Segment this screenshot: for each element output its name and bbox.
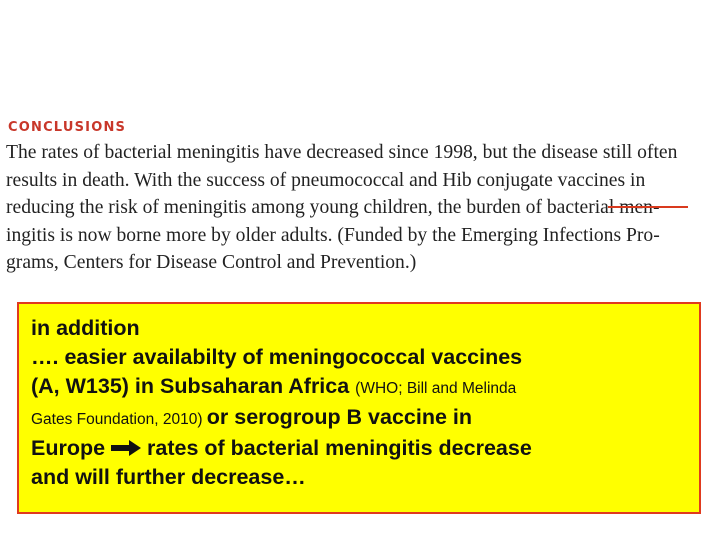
vaccines-underline [608, 206, 688, 208]
callout-line-4-main: or serogroup B vaccine in [206, 405, 473, 429]
callout-line-3-main: (A, W135) in Subsaharan Africa [31, 374, 356, 398]
callout-line-4 [31, 403, 687, 434]
article-excerpt [6, 120, 714, 277]
conclusions-line-1: The rates of bacterial meningitis have decreased since 1998, but the disease still often [6, 142, 678, 163]
callout-line-3 [31, 372, 687, 403]
callout-line-2: …. easier availabilty of meningococcal vaccines [31, 345, 523, 369]
conclusions-line-2: results in death. With the success of pneumococcal and Hib conjugate vaccines in [6, 169, 646, 191]
conclusions-line-5: grams, Centers for Disease Control and Prevention.) [6, 252, 417, 273]
callout-line-4-citation: Gates Foundation, 2010) [31, 411, 207, 428]
callout-line-3-citation: (WHO; Bill and Melinda [355, 380, 517, 397]
callout-line-1: in addition [31, 316, 140, 340]
callout-line-5-end: rates of bacterial meningitis decrease [141, 436, 532, 460]
right-arrow-icon [111, 440, 141, 456]
callout-line-5 [31, 434, 687, 463]
callout-line-6: and will further decrease… [31, 465, 306, 489]
callout-line-5-start: Europe [31, 436, 112, 460]
conclusions-line-3: reducing the risk of meningitis among young children, the burden of bacterial men- [6, 197, 660, 218]
conclusions-line-4: ingitis is now borne more by older adults. (Funded by the Emerging Infections Pro- [6, 224, 660, 246]
conclusions-heading: CONCLUSIONS [8, 120, 127, 135]
highlight-callout-box [17, 302, 701, 514]
